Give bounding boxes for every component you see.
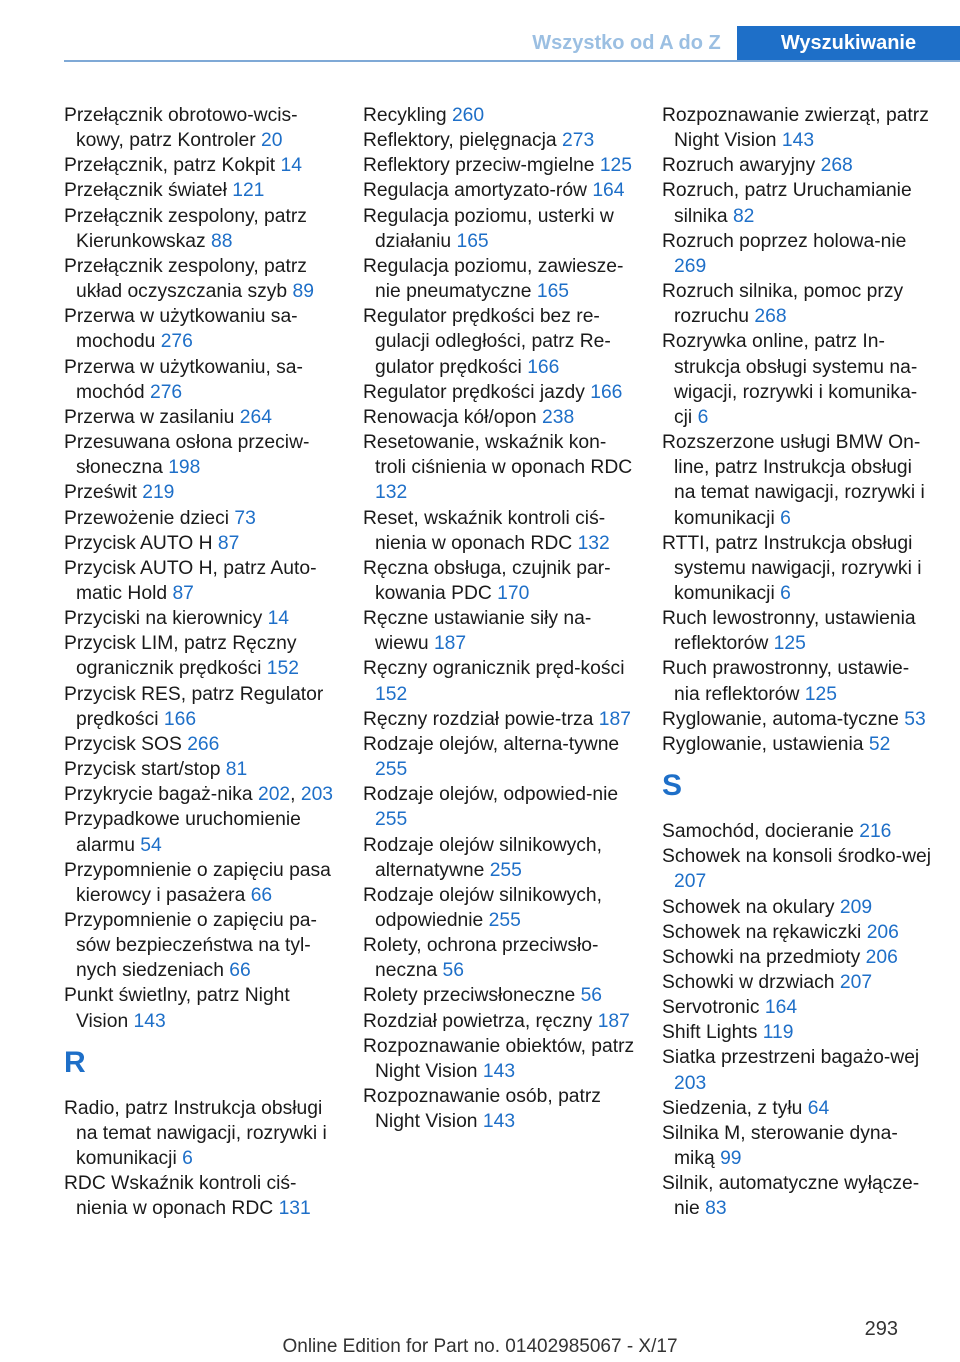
index-entry: [363, 707, 635, 732]
page-link[interactable]: 165: [536, 281, 570, 303]
index-entry: [662, 329, 934, 430]
index-entry: [64, 103, 336, 153]
page-link[interactable]: 268: [820, 155, 853, 177]
page-link[interactable]: 125: [804, 683, 837, 705]
entry-text: Rolety przeciwsłoneczne: [363, 985, 576, 1007]
page-link[interactable]: 56: [442, 960, 464, 982]
page-link[interactable]: 268: [754, 306, 787, 328]
index-entry: [64, 682, 336, 732]
entry-text: Siedzenia, z tyłu: [662, 1097, 803, 1119]
entry-text: Samochód, docieranie: [662, 821, 854, 843]
index-entry: [363, 178, 635, 203]
entry-text: Reset, wskaźnik kontroli ciś-nienia w oponach RDC: [363, 507, 606, 554]
page-link[interactable]: 20: [261, 130, 283, 152]
entry-text: Przełącznik zespolony, patrz Kierunkowskaz: [64, 205, 307, 252]
page-link[interactable]: 66: [250, 884, 273, 906]
index-entry: [363, 782, 635, 832]
entry-text: Silnika M, sterowanie dyna-miką: [662, 1122, 898, 1170]
page-link[interactable]: 125: [599, 155, 632, 177]
entry-text: Rozruch, patrz Uruchamianie silnika: [662, 180, 912, 227]
edition-footer: Online Edition for Part no. 01402985067 - X/17: [282, 1336, 678, 1357]
page-link[interactable]: 82: [732, 205, 755, 227]
entry-text: Ruch lewostronny, ustawienia reflektorów: [662, 608, 916, 655]
page-header: [0, 26, 960, 62]
page-link[interactable]: 81: [225, 759, 248, 781]
index-entry: [363, 103, 635, 128]
index-entry: [363, 304, 635, 379]
index-entry: [662, 103, 934, 153]
entry-text: Rozdział powietrza, ręczny: [363, 1010, 593, 1032]
entry-text: Regulacja poziomu, zawiesze-nie pneumatyczne: [363, 255, 624, 303]
index-entry: [363, 1084, 635, 1134]
index-entry: [64, 531, 336, 556]
entry-text: Ręczne ustawianie siły na-wiewu: [363, 608, 592, 655]
entry-text: RTTI, patrz Instrukcja obsługi systemu nawigacji, rozrywki i komunikacji: [662, 532, 922, 604]
page-link[interactable]: 143: [482, 1111, 516, 1133]
page-link[interactable]: 216: [859, 821, 892, 843]
index-entry: [64, 254, 336, 304]
entry-text: Servotronic: [662, 997, 760, 1019]
entry-text: Ręczny ogranicznik pręd-kości: [363, 658, 625, 680]
index-entry: [662, 1121, 934, 1171]
entry-text: Przerwa w użytkowaniu, sa-mochód: [64, 356, 303, 403]
page-link[interactable]: 206: [865, 946, 898, 968]
index-entry: [64, 858, 336, 908]
page-link[interactable]: 165: [456, 230, 489, 252]
entry-text: Silnik, automatyczne wyłącze-nie: [662, 1173, 920, 1220]
index-entry: [662, 279, 934, 329]
entry-text: Siatka przestrzeni bagażo-wej: [662, 1047, 920, 1069]
index-entry: [662, 920, 934, 945]
entry-text: Przycisk LIM, patrz Ręczny ogranicznik prędkości: [64, 633, 297, 680]
index-entry: [64, 983, 336, 1033]
index-entry: [64, 908, 336, 983]
index-entry: [662, 819, 934, 844]
entry-text: Przypomnienie o zapięciu pasa kierowcy i pasażera: [64, 859, 331, 906]
entry-text: Przełącznik zespolony, patrz układ oczyszczania szyb: [64, 255, 307, 303]
page-link[interactable]: 187: [433, 633, 467, 655]
page-link[interactable]: 255: [488, 910, 521, 931]
index-column-1: [64, 103, 336, 1222]
index-entry: [64, 355, 336, 405]
entry-text: Przełącznik świateł: [64, 180, 227, 202]
index-entry: [363, 430, 635, 505]
entry-text: Rozpoznawanie osób, patrz Night Vision: [363, 1086, 601, 1133]
index-entry: [363, 933, 635, 983]
entry-text: Recykling: [363, 105, 447, 126]
index-entry: [64, 1096, 336, 1171]
entry-text: Resetowanie, wskaźnik kon-troli ciśnienia w oponach RDC: [363, 432, 633, 479]
page-link[interactable]: 276: [149, 381, 183, 403]
index-entry: [64, 556, 336, 606]
entry-text: Przycisk AUTO H: [64, 532, 213, 554]
entry-text: Punkt świetlny, patrz Night Vision: [64, 985, 290, 1032]
entry-text: Schowek na konsoli środko-wej: [662, 846, 931, 868]
page-link[interactable]: 207: [839, 972, 873, 993]
page-link[interactable]: 266: [187, 733, 220, 755]
index-entry: [363, 556, 635, 606]
entry-text: Przerwa w użytkowaniu sa-mochodu: [64, 306, 298, 353]
index-entry: [64, 480, 336, 505]
entry-text: Przesuwana osłona przeciw-słoneczna: [64, 432, 310, 479]
index-entry: [64, 204, 336, 254]
page-link[interactable]: 89: [292, 281, 314, 303]
index-entry: [662, 153, 934, 178]
entry-text: Rodzaje olejów, odpowied-nie: [363, 784, 619, 806]
page-link[interactable]: 14: [267, 608, 290, 630]
page-link[interactable]: 131: [278, 1198, 311, 1220]
index-entry: [363, 254, 635, 304]
page-link[interactable]: 203: [674, 1072, 707, 1094]
entry-text: Przypomnienie o zapięciu pa-sów bezpieczeństwa na tyl-nych siedzeniach: [64, 910, 317, 982]
entry-text: Ryglowanie, automa-tyczne: [662, 708, 899, 730]
index-entry: [662, 1096, 934, 1121]
index-entry: [662, 178, 934, 228]
entry-text: Przełącznik, patrz Kokpit: [64, 155, 276, 177]
index-entry: [363, 606, 635, 656]
index-column-2: [363, 103, 635, 1134]
page-link[interactable]: 276: [160, 331, 193, 353]
index-entry: [662, 1020, 934, 1045]
entry-text: Regulacja poziomu, usterki w działaniu: [363, 205, 614, 252]
entry-text: Przewożenie dzieci: [64, 507, 230, 529]
page-link[interactable]: 53: [904, 708, 926, 730]
entry-text: Renowacja kół/opon: [363, 406, 537, 428]
index-entry: [363, 732, 635, 782]
entry-text: Rozszerzone usługi BMW On-line, patrz Instrukcja obsługi na temat nawigacji, rozrywki i komunikacji: [662, 432, 925, 529]
page-link[interactable]: 273: [562, 130, 595, 152]
page-link[interactable]: 119: [762, 1022, 794, 1044]
entry-text: Reflektory przeciw-mgielne: [363, 155, 595, 177]
index-entry: [363, 153, 635, 178]
page-link[interactable]: 64: [807, 1097, 830, 1119]
index-entry: [662, 606, 934, 656]
entry-text: Schowek na rękawiczki: [662, 921, 862, 943]
tab-search[interactable]: Wyszukiwanie: [737, 26, 960, 62]
page-number: 293: [864, 1318, 898, 1340]
page-link[interactable]: 52: [868, 733, 891, 755]
index-entry: [363, 656, 635, 706]
index-entry: [64, 178, 336, 203]
page-link[interactable]: 73: [234, 507, 256, 529]
page-link[interactable]: 238: [542, 406, 575, 428]
page-link[interactable]: 187: [598, 708, 631, 730]
entry-text: Rozruch silnika, pomoc przy rozruchu: [662, 281, 904, 328]
index-entry: [363, 405, 635, 430]
index-entry: [363, 833, 635, 883]
entry-text: Rozpoznawanie zwierząt, patrz Night Vision: [662, 105, 929, 152]
entry-text: Przykrycie bagaż-nika: [64, 784, 253, 806]
page-link[interactable]: 203: [300, 784, 334, 806]
page-link[interactable]: 14: [280, 155, 302, 177]
page-link[interactable]: 121: [232, 180, 265, 202]
entry-text: Rodzaje olejów silnikowych, alternatywne: [363, 834, 602, 881]
page-link[interactable]: 99: [720, 1148, 742, 1170]
index-entry: [64, 153, 336, 178]
page-link[interactable]: 166: [527, 356, 560, 378]
index-entry: [662, 895, 934, 920]
index-entry: [64, 506, 336, 531]
page-link[interactable]: 87: [172, 582, 194, 604]
index-entry: [363, 204, 635, 254]
index-entry: [363, 380, 635, 405]
page-link[interactable]: 164: [764, 997, 798, 1019]
page-link[interactable]: 187: [597, 1010, 630, 1032]
entry-text: Przyciski na kierownicy: [64, 608, 263, 630]
entry-text: Radio, patrz Instrukcja obsługi na temat nawigacji, rozrywki i komunikacji: [64, 1097, 327, 1170]
page-link[interactable]: 269: [674, 255, 707, 277]
page-link[interactable]: 6: [780, 507, 791, 529]
entry-text: Schowki na przedmioty: [662, 946, 861, 968]
page-link[interactable]: 202: [257, 784, 291, 806]
entry-text: Rozruch awaryjny: [662, 155, 816, 177]
page-link[interactable]: 264: [239, 406, 272, 428]
index-entry: [662, 945, 934, 970]
index-entry: [64, 631, 336, 681]
entry-text: Ruch prawostronny, ustawie-nia reflektorów: [662, 658, 910, 705]
page-link[interactable]: 152: [375, 683, 408, 705]
index-entry: [64, 304, 336, 354]
index-entry: [64, 606, 336, 631]
tab-a-to-z[interactable]: Wszystko od A do Z: [532, 32, 721, 54]
header-rule: [64, 60, 960, 62]
entry-text: Rozpoznawanie obiektów, patrz Night Vision: [363, 1035, 635, 1082]
page-link[interactable]: 143: [781, 130, 815, 152]
entry-text: Shift Lights: [662, 1022, 758, 1044]
index-entry: [662, 1171, 934, 1221]
page-link[interactable]: 87: [217, 532, 240, 554]
page-link[interactable]: 132: [375, 482, 408, 504]
entry-text: Prześwit: [64, 482, 137, 504]
page-link[interactable]: 143: [133, 1010, 166, 1032]
entry-text: Schowek na okulary: [662, 896, 835, 918]
index-entry: [363, 883, 635, 933]
index-entry: [363, 983, 635, 1008]
entry-text: Przycisk RES, patrz Regulator prędkości: [64, 683, 324, 730]
index-entry: [662, 707, 934, 732]
index-entry: [64, 405, 336, 430]
page-link[interactable]: 170: [497, 582, 530, 604]
index-entry: [363, 1034, 635, 1084]
index-entry: [662, 1045, 934, 1095]
entry-text: Schowki w drzwiach: [662, 972, 835, 993]
page-link[interactable]: 255: [489, 859, 522, 881]
page-link[interactable]: 260: [451, 105, 485, 126]
index-entry: [662, 995, 934, 1020]
page-link[interactable]: 6: [697, 406, 709, 428]
entry-text: Ręczna obsługa, czujnik par-kowania PDC: [363, 557, 611, 604]
entry-text: Rozruch poprzez holowa-nie: [662, 230, 907, 252]
entry-text: Rodzaje olejów, alterna-tywne: [363, 733, 620, 755]
entry-text: Przypadkowe uruchomienie alarmu: [64, 809, 301, 856]
index-column-3: [662, 103, 934, 1222]
page-link[interactable]: 166: [590, 381, 623, 403]
index-entry: [662, 844, 934, 894]
page-link[interactable]: 6: [780, 582, 791, 604]
section-letter: R: [64, 1045, 86, 1079]
page-link[interactable]: 166: [163, 708, 197, 730]
index-entry: [363, 1009, 635, 1034]
page-link[interactable]: 66: [229, 960, 251, 982]
index-entry: [662, 970, 934, 995]
index-entry: [64, 1171, 336, 1221]
index-entry: [64, 807, 336, 857]
page-link[interactable]: 6: [182, 1148, 193, 1170]
index-entry: [363, 128, 635, 153]
entry-text: Ręczny rozdział powie-trza: [363, 708, 594, 730]
index-entry: [64, 430, 336, 480]
page-link[interactable]: 207: [674, 871, 707, 893]
page-link[interactable]: 206: [866, 921, 899, 943]
entry-text: Przełącznik obrotowo-wcis-kowy, patrz Kontroler: [64, 105, 298, 152]
entry-text: Ryglowanie, ustawienia: [662, 733, 864, 755]
entry-text: Reflektory, pielęgnacja: [363, 130, 557, 152]
page-link[interactable]: 219: [142, 482, 175, 504]
entry-text: Rodzaje olejów silnikowych, odpowiednie: [363, 884, 602, 931]
entry-text: Przycisk AUTO H, patrz Auto-matic Hold: [64, 557, 317, 604]
index-entry: Przykrycie bagaż-nika 202, 203: [64, 784, 334, 806]
page-link[interactable]: 132: [577, 532, 610, 554]
page-link[interactable]: 56: [580, 985, 603, 1007]
page-link[interactable]: 125: [773, 633, 806, 655]
page-link[interactable]: 83: [705, 1198, 727, 1220]
entry-text: Przycisk SOS: [64, 733, 182, 755]
index-entry: [662, 531, 934, 606]
page-link[interactable]: 143: [482, 1060, 516, 1082]
section-letter: S: [662, 769, 683, 803]
entry-text: Regulacja amortyzato-rów: [363, 180, 587, 202]
page-link[interactable]: 198: [168, 457, 201, 479]
entry-text: Przycisk start/stop: [64, 759, 221, 781]
index-entry: [363, 506, 635, 556]
page-link[interactable]: 54: [140, 834, 162, 856]
page-link[interactable]: 255: [375, 809, 408, 831]
index-entry: [64, 757, 336, 782]
page-link[interactable]: 152: [266, 658, 299, 680]
entry-text: Przerwa w zasilaniu: [64, 406, 235, 428]
entry-text: Rozrywka online, patrz In-strukcja obsługi systemu na-wigacji, rozrywki i komunika-cji: [662, 331, 918, 428]
entry-text: Rolety, ochrona przeciwsło-neczna: [363, 935, 599, 982]
entry-text: Regulator prędkości jazdy: [363, 381, 585, 403]
page-link[interactable]: 209: [839, 896, 873, 918]
index-entry: [662, 732, 934, 757]
index-entry: [662, 430, 934, 531]
entry-text: Regulator prędkości bez re-gulacji odległości, patrz Re-gulator prędkości: [363, 306, 611, 378]
index-entry: [662, 656, 934, 706]
index-entry: [64, 732, 336, 757]
page-link[interactable]: 255: [375, 759, 408, 781]
entry-text: RDC Wskaźnik kontroli ciś-nienia w oponach RDC: [64, 1173, 297, 1220]
page-link[interactable]: 164: [592, 180, 625, 202]
page-link[interactable]: 88: [211, 230, 233, 252]
index-entry: [662, 229, 934, 279]
